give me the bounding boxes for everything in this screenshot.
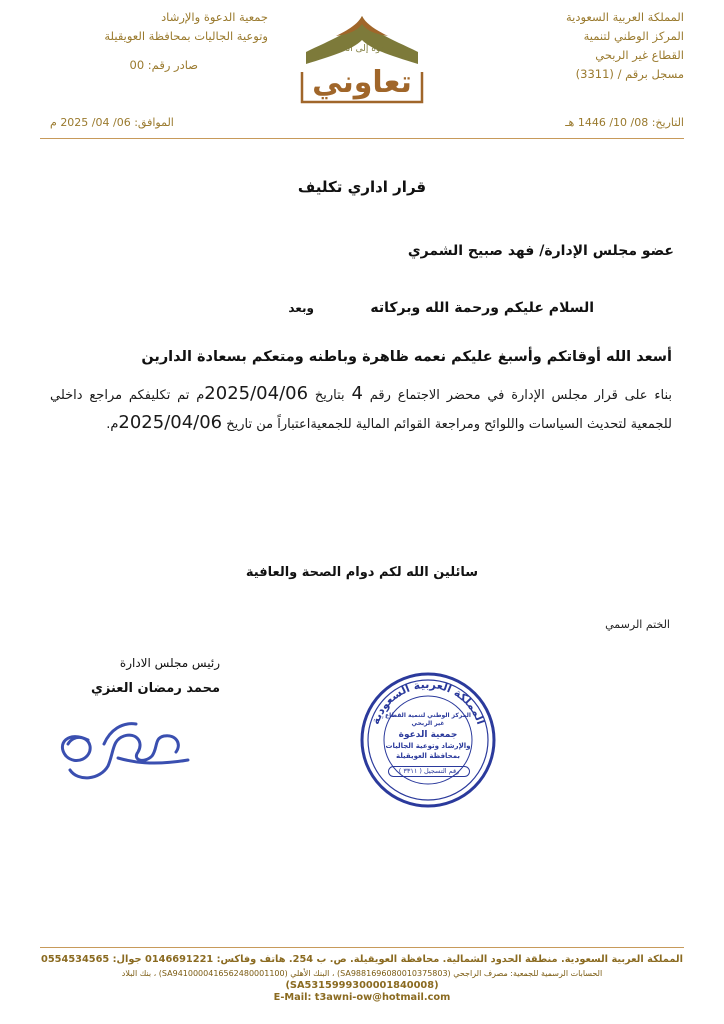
association-name: جمعية الدعوة والإرشاد (161, 10, 268, 24)
letter-title: قرار اداري تكليف (297, 178, 427, 196)
footer-account-bilad: (SA5315999300001840008) (285, 980, 439, 991)
header-divider (40, 138, 684, 139)
gregorian-date: الموافق: 06/ 04/ 2025 م (50, 116, 174, 129)
handwritten-signature (48, 700, 198, 790)
footer (40, 954, 684, 1004)
meeting-date: 2025/04/06 (204, 383, 309, 404)
seal-label: الختم الرسمي (605, 618, 670, 631)
meeting-number: 4 (351, 383, 363, 404)
addressee: عضو مجلس الإدارة/ فهد صبيح الشمري (407, 243, 674, 259)
header-registration: مسجل برقم / (3311) (575, 67, 684, 81)
footer-accounts: الحسابات الرسمية للجمعية: مصرف الراجحي (SA9881696080010375803) ، البنك الأهلي (SA9410000416562480001100) ، بنك البلاد (121, 969, 603, 978)
effective-date: 2025/04/06 (118, 412, 223, 433)
seal-center-line1: المركز الوطني لتنمية القطاع غير الربحي (385, 712, 471, 727)
header-right (464, 8, 684, 84)
footer-divider (40, 947, 684, 948)
signature-icon (48, 700, 198, 790)
issue-number: صادر رقم: 00 (129, 58, 198, 72)
logo (292, 10, 432, 110)
official-seal (358, 670, 498, 810)
footer-address: المملكة العربية السعودية. منطقة الحدود الشمالية. محافظة العويقيلة. ص. ب 254. هاتف وفاكس: 0146691221 جوال: 0554534565 (41, 954, 683, 965)
dua-line: أسعد الله أوقاتكم وأسبغ عليكم نعمه ظاهرة وباطنه ومتعكم بسعادة الدارين (141, 349, 672, 365)
footer-email: E-Mail: t3awni-ow@hotmail.com (273, 992, 451, 1003)
logo-wordmark: تعاوني (312, 65, 412, 100)
seal-registration: رقم التسجيل ( ٣٣١١ ) (388, 766, 470, 777)
chair-title: رئيس مجلس الادارة (119, 656, 220, 670)
closing-wish: سائلين الله لكم دوام الصحة والعافية (245, 565, 479, 580)
association-name-line2: وتوعية الجاليات بمحافظة العويقيلة (104, 29, 268, 43)
header-left (48, 8, 268, 75)
body-text-3: م تم تكليفكم مراجع داخلي للجمعية لتحديث السياسات واللوائح ومراجعة القوائم المالية للجمعيةاعتباراً من تاريخ (50, 388, 672, 432)
body-text-1: بناء على قرار مجلس الإدارة في محضر الاجتماع رقم (362, 388, 672, 403)
hijri-date: التاريخ: 08/ 10/ 1446 هـ (565, 116, 684, 129)
chair-name: محمد رمضان العنزي (91, 681, 220, 696)
greeting: السلام عليكم ورحمة الله وبركاته (370, 300, 594, 316)
seal-center-line3: والإرشاد وتوعية الجاليات (385, 742, 471, 750)
header-country: المملكة العربية السعودية (566, 10, 684, 24)
seal-center-line4: بمحافظة العويقيلة (395, 752, 461, 760)
seal-center-line2: جمعية الدعوة (398, 730, 458, 740)
header-sector: القطاع غير الربحي (595, 48, 684, 62)
seal-ring-text: المملكة العربية السعودية (368, 677, 488, 727)
body-text-2: بتاريخ (308, 388, 352, 403)
after-greeting: وبعد (288, 301, 314, 315)
body-text-4: م. (106, 417, 119, 432)
logo-tagline: دعوة إلى الخير (334, 44, 390, 54)
header-center: المركز الوطني لتنمية (583, 29, 684, 43)
letter-body (50, 380, 672, 438)
